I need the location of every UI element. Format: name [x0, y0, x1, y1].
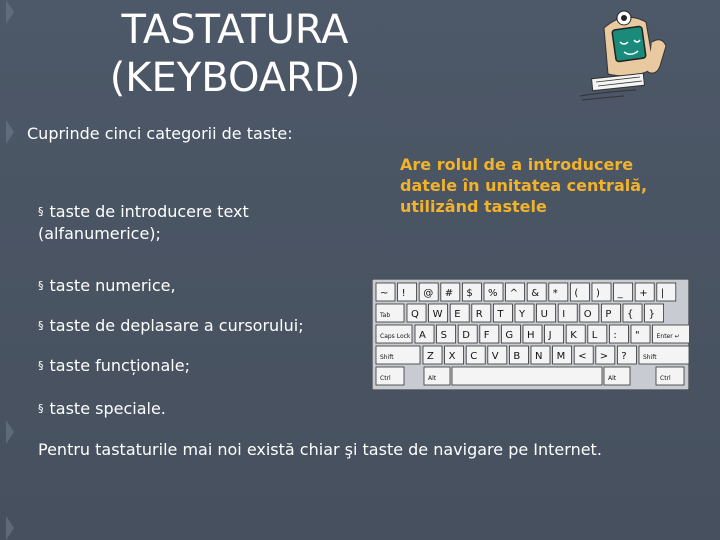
keyboard-key-label: Shift: [380, 354, 394, 361]
keyboard-key-label: U: [540, 309, 548, 320]
keyboard-key-label: &: [531, 288, 540, 299]
keyboard-key-label: Y: [519, 309, 526, 320]
keyboard-key-label: ": [635, 330, 640, 341]
keyboard-key-label: @: [423, 288, 434, 299]
keyboard-key-label: }: [648, 309, 655, 320]
keyboard-key-label: _: [617, 288, 623, 299]
bullet-item: [38, 275, 176, 297]
intro-text: Cuprinde cinci categorii de taste:: [27, 124, 293, 143]
keyboard-key-label: Ctrl: [380, 375, 391, 382]
keyboard-key-label: ): [596, 288, 600, 299]
keyboard-key-label: $: [466, 288, 473, 299]
keyboard-key-label: G: [505, 330, 514, 341]
keyboard-key-label: Q: [411, 309, 419, 320]
keyboard-key: [657, 283, 676, 301]
bullet-marker-icon: §: [38, 402, 44, 415]
bullet-item: [38, 355, 190, 377]
keyboard-key: [398, 283, 417, 301]
keyboard-key-label: %: [488, 288, 498, 299]
keyboard-key-label: #: [444, 288, 454, 299]
bullet-marker-icon: §: [38, 359, 44, 372]
bullet-marker-icon: §: [38, 205, 44, 218]
keyboard-key-label: B: [513, 351, 521, 362]
keyboard-key-label: Alt: [428, 375, 437, 382]
keyboard-key-label: K: [570, 330, 577, 341]
arrow-decoration-icon: [6, 0, 14, 24]
bullet-text: taste de deplasare a cursorului;: [49, 316, 304, 335]
keyboard-key-label: T: [497, 309, 504, 320]
keyboard-key-label: *: [552, 288, 558, 299]
keyboard-key-label: J: [548, 330, 552, 341]
keyboard-key-label: Ctrl: [660, 375, 671, 382]
keyboard-key-label: N: [535, 351, 543, 362]
keyboard-key-label: P: [605, 309, 612, 320]
bullet-text: taste numerice,: [49, 276, 176, 295]
keyboard-key-label: M: [556, 351, 566, 362]
arrow-decoration-icon: [6, 120, 14, 144]
computer-user-clipart: [574, 8, 674, 104]
bullet-text: taste de introducere text: [49, 202, 249, 221]
keyboard-key-label: (: [574, 288, 579, 299]
keyboard-key: [617, 346, 636, 364]
keyboard-key: [545, 325, 564, 343]
keyboard-key-label: Shift: [643, 354, 657, 361]
keyboard-key-label: !: [401, 288, 406, 299]
arrow-decoration-icon: [6, 420, 14, 444]
keyboard-key: [609, 325, 628, 343]
keyboard-key-label: <: [578, 351, 587, 362]
keyboard-key-label: H: [527, 330, 535, 341]
keyboard-key-label: Tab: [380, 312, 391, 319]
keyboard-key-label: >: [599, 351, 609, 362]
keyboard-key-label: Alt: [608, 375, 617, 382]
footer-text: Pentru tastaturile mai noi există chiar şi taste de navigare pe Internet.: [38, 440, 602, 459]
title-line-2: (KEYBOARD): [109, 55, 361, 101]
arrow-decoration-icon: [6, 516, 14, 540]
bullet-item: [38, 201, 249, 245]
keyboard-key-space: [452, 367, 602, 385]
keyboard-key: [549, 283, 568, 301]
keyboard-key: [631, 325, 650, 343]
keyboard-key-label: O: [583, 309, 592, 320]
keyboard-key-label: +: [639, 288, 648, 299]
keyboard-key-label: I: [562, 309, 566, 320]
keyboard-key-label: :: [613, 330, 617, 341]
keyboard-key-label: |: [660, 288, 665, 299]
keyboard-key-label: E: [454, 309, 461, 320]
keyboard-key-label: A: [419, 330, 426, 341]
keyboard-illustration: [372, 279, 689, 390]
keyboard-key-label: Z: [427, 351, 434, 362]
bullet-marker-icon: §: [38, 319, 44, 332]
keyboard-key-label: F: [483, 330, 490, 341]
bullet-marker-icon: §: [38, 279, 44, 292]
keyboard-key-label: C: [470, 351, 478, 362]
note-text: Are rolul de a introducere datele în unitatea centrală, utilizând tastele: [400, 155, 648, 216]
keyboard-key: [592, 283, 611, 301]
keyboard-key-label: ~: [380, 288, 389, 299]
keyboard-key-label: D: [462, 330, 470, 341]
keyboard-key-label: Caps Lock: [380, 333, 411, 340]
keyboard-key: [558, 304, 577, 322]
keyboard-key: [570, 283, 589, 301]
keyboard-key-label: Enter ↵: [656, 333, 680, 340]
keyboard-key-label: R: [475, 309, 483, 320]
keyboard-key-label: ^: [509, 288, 518, 299]
keyboard-key-label: S: [440, 330, 447, 341]
slide-title: [100, 6, 370, 102]
keyboard-key-label: X: [448, 351, 456, 362]
title-line-1: TASTATURA: [121, 7, 349, 53]
keyboard-key-label: W: [432, 309, 443, 320]
keyboard-key-label: ?: [621, 351, 627, 362]
bullet-text-cont: (alfanumerice);: [38, 224, 161, 243]
keyboard-key-label: V: [491, 351, 499, 362]
bullet-item: [38, 398, 166, 420]
keyboard-key-label: {: [627, 309, 634, 320]
keyboard-key: [614, 283, 633, 301]
keyboard-key-label: L: [591, 330, 598, 341]
bullet-text: taste funcționale;: [49, 356, 190, 375]
bullet-item: [38, 315, 304, 337]
bullet-text: taste speciale.: [49, 399, 166, 418]
